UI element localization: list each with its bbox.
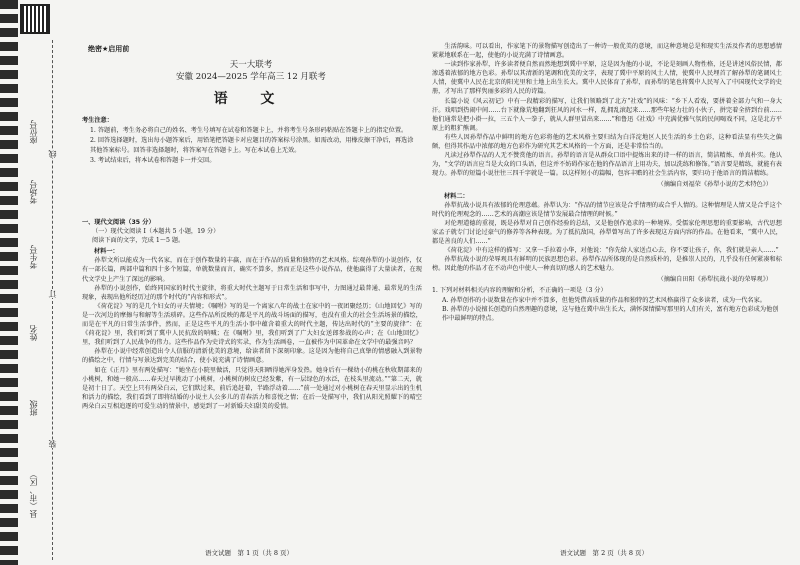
barcode-strip	[0, 0, 18, 565]
paragraph: 凡读过孙犁作品的人无不赞赏他的语言。孙犁的语言是从群众口语中提炼出来的诗一样的语言，简洁精炼、单真朴实。他认为，“文学的语言应当是大众的口头语，但这并不妨碍作家在他的作品语言上用功夫，加以洗练和修饰。”语言要是精练，就能有表现力。孙犁的短篇小说往往三四千字就是一篇。以这样短小的篇幅，包容丰赡的社会生活内容，要归功于他语言的简洁精练。	[432, 152, 782, 178]
paragraph: 孙犁抗战小说具有浓郁的伦理意蕴。孙犁认为：“作品的情节应该是合乎情理的或合乎人情的。这种情理是人情又是合乎这个时代的伦理观念的……艺术的高潮应该是情节发展最合情理的时候。”	[432, 201, 782, 218]
binding-mark-1: 线	[48, 150, 57, 158]
paragraph: 对伦理道德的重视，既是孙犁对自己创作经验的总结，又是他创作追求的一种境界。受儒家伦理思想的重要影响，古代思想家孟子就专门讨论过豪气的修养等各种表现。为了抵抗敌国，孙犁曾写出了许多表现这方面内容的作品。在他看来，“冀中人民，都是善良的人们……”	[432, 219, 782, 245]
page-2-column	[432, 0, 782, 565]
qr-code-icon	[20, 4, 50, 34]
question-1: 1. 下列对材料相关内容的理解和分析，不正确的一项是（3 分）	[432, 287, 607, 295]
paragraph: 孙犁抗战小说的荣辱观具有鲜明的民族思想色彩。孙犁作品所体现的是自然质朴的，是推崇人民的，几乎没有任何紧凑和标榜。因此他的作品才在不动声色中使人一种真切的感人的艺术魅力。	[432, 256, 782, 273]
paragraph: 《荷花淀》写的是几个妇女的寻夫情境；《嘱咐》写的是一个离家八年的战士在家中的一夜团聚经历；《山地回忆》写的是一次河边的摩擦与和解等生活琐碎。这些作品所反映的都是平凡的战斗场面的描写，也没有重大的社会生活场景的描绘，而是在平凡的日常生活事件，然而，正是这些平凡的生活小事中蕴含着重大的时代主题，传达出时代的“主要的旋律”：在《荷花淀》里，我们听到了冀中人民抗敌的呐喊；在《嘱咐》里，我们听到了广大妇女送郎参战的心声；在《山地回忆》里，我们听到了人民战争的伟力。这些作品作为史诗式的实录，作为生活画卷，一直被作为中国革命在文学中的最强音吗？	[82, 302, 422, 347]
paragraph: 《荷花淀》中有这样的描写：又拿一手拉着小华，对他说：“你先给人家送点心去，你不要让孩子，你，我们就是亲人……”	[444, 247, 779, 255]
page-1-footer: 语文试题 第 1 页（共 8 页）	[205, 549, 294, 557]
exam-org: 天一大联考	[229, 60, 273, 70]
name-label: 姓名	[29, 325, 38, 341]
paragraph: 有些人因孙犁作品中鲜明的地方色彩将他的艺术风格主要归结为白洋淀地区人民生活的乡土色彩，这种看法显有些失之偏颇，但得其作品中浓郁的地方色彩作为研究其艺术风格的一个方面，还是非常恰当的。	[432, 133, 782, 151]
option-b: B. 孙犁的小说擅长创造的自然理趣的意境，这与他在冀中出生长大，满怀深情描写那里的人们有关，富有地方色彩成为他创作中最鲜明的特点。	[442, 305, 779, 322]
note-item: 1. 答题前，考生务必将自己的姓名、考生号填写在试卷和答题卡上，并将考生号条形码粘贴在答题卡上的指定位置。	[90, 127, 408, 134]
paragraph: 长篇小说《风云初记》中有一段精彩的描写，让我们领略到了北方“社戏”的风味：“乡下人看戏，要拼着全部力气和一身大汗。戏唱到热闹中间……台下就像荒地翻到狂风的河水一样，乱拥乱滚起来……那些年轻力壮的小伙子，拼完着全挤到台前……他们通常是把小褂一拉，三五个人一拳子，就从人群里冒出来……”和鲁迅《社戏》中充满优雅气氛的民间喝戏不同，这是北方平原上的粗犷熊调。	[432, 97, 782, 132]
note-item: 2. 回答选择题时，选出每小题答案后，用铅笔把答题卡对应题目的答案标号涂黑。如需改动，用橡皮擦干净后，再选涂其他答案标号。回答非选择题时，将答案写在答题卡上。写在本试卷上无效。	[90, 137, 414, 154]
reading-instruction: 阅读下面的文字，完成 1～5 题。	[92, 237, 185, 245]
class-label: 班级	[29, 400, 38, 416]
subsection-heading: （一）现代文阅读 Ⅰ（本题共 5 小题，19 分）	[92, 228, 220, 236]
page-1-column	[78, 0, 424, 565]
binding-line	[52, 40, 53, 560]
section-heading: 一、现代文阅读（35 分）	[82, 219, 155, 226]
student-no-label: 考生号	[29, 245, 38, 269]
notes-title: 考生注意：	[82, 117, 113, 124]
binding-mark-3: 装	[48, 440, 57, 448]
binding-mark-2: 订	[48, 290, 57, 298]
paragraph: 孙犁文所以能成为一代名家，而在于创作数量的丰赢，而在于作品的质量和独特的艺术风格。综观孙犁的小说创作，仅有一部长篇，两部中篇和四十多个短篇，单就数量而言，确实不算多，然而正是这些小说作品，使他赢得了大量读者，在现代文学史上产生了深远的影响。	[82, 257, 422, 283]
source-citation: （摘编自刘福荣《孙犁小说的艺术特色》）	[657, 181, 772, 189]
paragraph: 生活韵味。可以看出，作家笔下的景物描写创造出了一种诗一般优美的意境，而这种意境总是和现实生活及作者的思想感情紧紧地联系在一起，使他的小说充满了诗情画意。	[432, 43, 782, 60]
material-2-label: 材料二：	[444, 192, 469, 200]
note-item: 3. 考试结束后，将本试卷和答题卡一并交回。	[90, 157, 216, 164]
source-citation: （摘编自田阳《孙犁抗战小说的荣辱观》）	[657, 276, 772, 284]
material-1-label: 材料一：	[94, 248, 119, 256]
paragraph: 一读到作家孙犁，许多读者便自然而然地想到冀中平原，这是因为他的小说，不论是刻画人物性格，还是讲述风俗民情，都渗透着浓郁的地方色彩。孙犁以其清新的笔调和优美的文字，表现了冀中平原的风土人情，使冀中人民埋首了解孙犁的笔调风土人情，使冀中人民在北京的阳光里和土地上出生长大。冀中人民体育了孙犁，而孙犁的笔也将冀中人民写入了中国现代文学的史册，才写出了那样隽丽多彩的人民的诗篇。	[432, 61, 782, 96]
page-2-footer: 语文试题 第 2 页（共 8 页）	[560, 549, 649, 557]
paragraph: 孙犁在小说中经常创造出令人信服的清新优美的意境，给读者留下深刻印象。这是因为他将自己真挚的情感融入到景物的描绘之中，行情与写景达到完美的结合，使小说充满了诗情画意。	[82, 348, 422, 365]
exam-title: 安徽 2024—2025 学年高三 12 月联考	[176, 72, 326, 82]
exam-room-label: 考场号	[29, 180, 38, 204]
seat-label: 座位号	[29, 120, 38, 144]
option-a: A. 孙犁创作的小说数量在作家中并不算多，但他凭借高质量的作品和独特的艺术风格赢得了众多读者，成为一代名家。	[442, 296, 766, 304]
paragraph: 如在《正月》里有两处描写：“她坐在小院里做活，只觉得天阳晒得她浑身发热。她身后有一棵幼小的桃在秋收期部来的小桃树，和她一般高……春天过早挑动了小桃树，小桃树的树皮已经发紫，有一层绿色的水泛，在枝头里流动。”“第二天，就是初十日了。天空上只有两朵白云，它们默过来，前后追赶着，半路浮动着……”前一处通过对小桃树在春天里显示出的生机和活力的描绘，我们看到了即将结婚的小说主人公多儿的青春活力和喜悦之情；在后一处描写中，我们从阳光照耀下的晴空两朵白云互相追逐的可爱生动的情景中，感觉到了一对新婚夫妇甜美的爱情。	[82, 366, 422, 410]
paragraph: 孙犁的小说创作，始终同国家的时代主旋律，将重大时代主题写于日常生活和事写中，力图通过最普通、最常见的生活现象，表现出他所经历过的那个时代的“内容和形式”。	[82, 284, 422, 301]
county-label: 县（市、区）	[29, 470, 38, 518]
subject-title: 语 文	[213, 91, 289, 107]
secret-mark: 绝密★启用前	[88, 45, 130, 53]
